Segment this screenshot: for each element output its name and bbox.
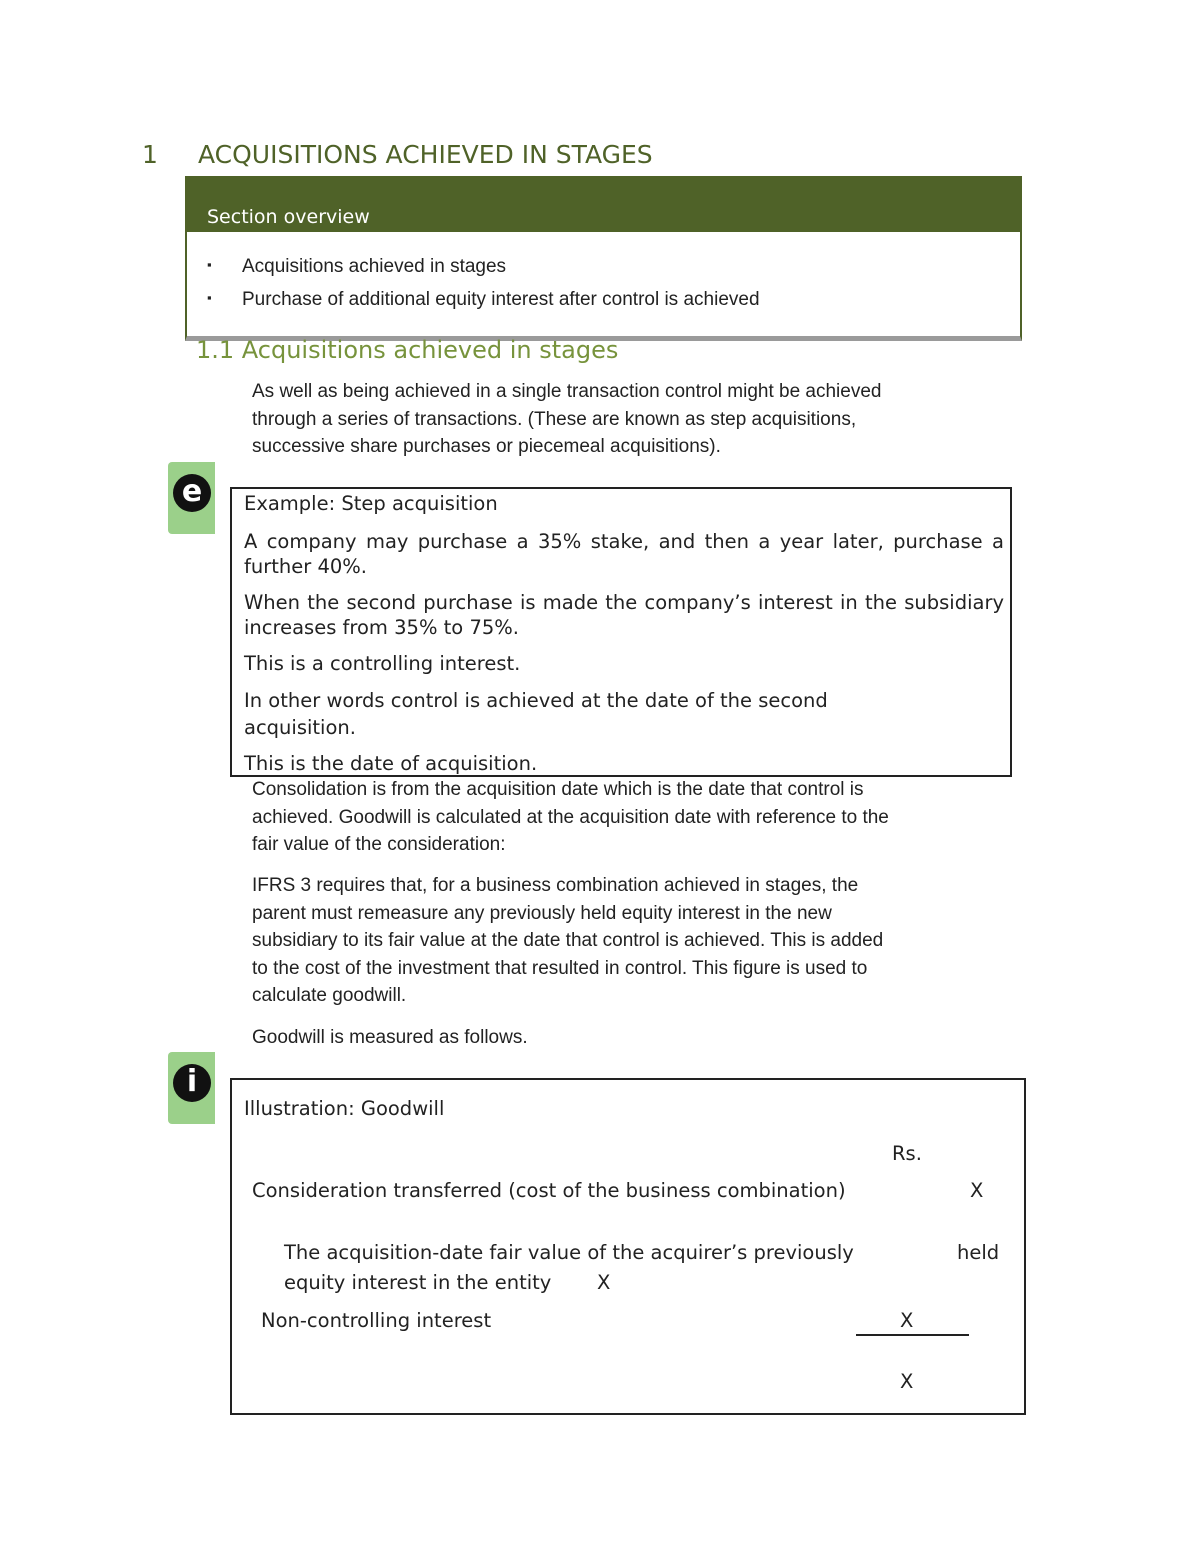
- example-line: acquisition.: [244, 716, 356, 739]
- chapter-title: ACQUISITIONS ACHIEVED IN STAGES: [198, 140, 653, 169]
- previously-held-label-line2: equity interest in the entity: [284, 1271, 552, 1294]
- body-line: Consolidation is from the acquisition date which is the date that control is: [252, 779, 864, 800]
- intro-line: successive share purchases or piecemeal acquisitions).: [252, 436, 721, 457]
- example-paragraph: When the second purchase is made the company’s interest in the subsidiary increases from 35% to 75%.: [244, 591, 1004, 639]
- example-e-icon: e: [168, 462, 215, 534]
- example-paragraph: This is the date of acquisition.: [244, 752, 538, 775]
- consideration-label: Consideration transferred (cost of the business combination): [252, 1179, 846, 1202]
- goodwill-intro: Goodwill is measured as follows.: [252, 1027, 528, 1048]
- body-line: achieved. Goodwill is calculated at the acquisition date with reference to the: [252, 806, 889, 828]
- section-overview-title: Section overview: [207, 206, 370, 228]
- previously-held-word: held: [957, 1241, 1000, 1264]
- example-title: Example: Step acquisition: [244, 492, 498, 515]
- overview-item: ▪ Purchase of additional equity interest after control is achieved: [207, 289, 760, 322]
- body-line: parent must remeasure any previously held equity interest in the new: [252, 902, 832, 924]
- intro-paragraph: [252, 378, 881, 461]
- chapter-number: 1: [142, 140, 158, 169]
- section-overview-list: [207, 256, 760, 322]
- example-line: In other words control is achieved at the date of the second: [244, 689, 828, 712]
- nci-label: Non-controlling interest: [261, 1309, 492, 1332]
- example-paragraph: This is a controlling interest.: [244, 652, 521, 675]
- ifrs-paragraph: [252, 872, 883, 1010]
- subtotal-underline: [856, 1334, 969, 1336]
- section-overview-header: [187, 178, 1020, 232]
- consolidation-paragraph: [252, 776, 889, 859]
- body-line: IFRS 3 requires that, for a business combination achieved in stages, the: [252, 875, 859, 896]
- nci-value: X: [900, 1309, 914, 1332]
- illustration-title: Illustration: Goodwill: [244, 1097, 445, 1120]
- consideration-value: X: [970, 1179, 984, 1202]
- intro-line: As well as being achieved in a single transaction control might be achieved: [252, 381, 882, 402]
- body-line: fair value of the consideration:: [252, 834, 506, 855]
- intro-line: through a series of transactions. (These are known as step acquisitions,: [252, 408, 857, 430]
- illustration-box: [230, 1078, 1026, 1415]
- example-box: [230, 487, 1012, 777]
- section-overview-box: [185, 176, 1022, 341]
- section-heading: 1.1 Acquisitions achieved in stages: [196, 336, 619, 364]
- illustration-i-icon: i: [168, 1052, 215, 1124]
- body-line: subsidiary to its fair value at the date that control is achieved. This is added: [252, 930, 884, 951]
- body-line: calculate goodwill.: [252, 985, 407, 1006]
- previously-held-value: X: [597, 1271, 611, 1294]
- overview-item: ▪ Acquisitions achieved in stages: [207, 256, 760, 289]
- previously-held-label: The acquisition-date fair value of the acquirer’s previously: [284, 1241, 854, 1264]
- goodwill-total-value: X: [900, 1370, 914, 1393]
- example-paragraph: A company may purchase a 35% stake, and then a year later, purchase a further 40%.: [244, 530, 1004, 578]
- currency-header: Rs.: [892, 1142, 922, 1165]
- body-line: to the cost of the investment that resulted in control. This figure is used to: [252, 957, 868, 979]
- example-paragraph: [244, 687, 1004, 741]
